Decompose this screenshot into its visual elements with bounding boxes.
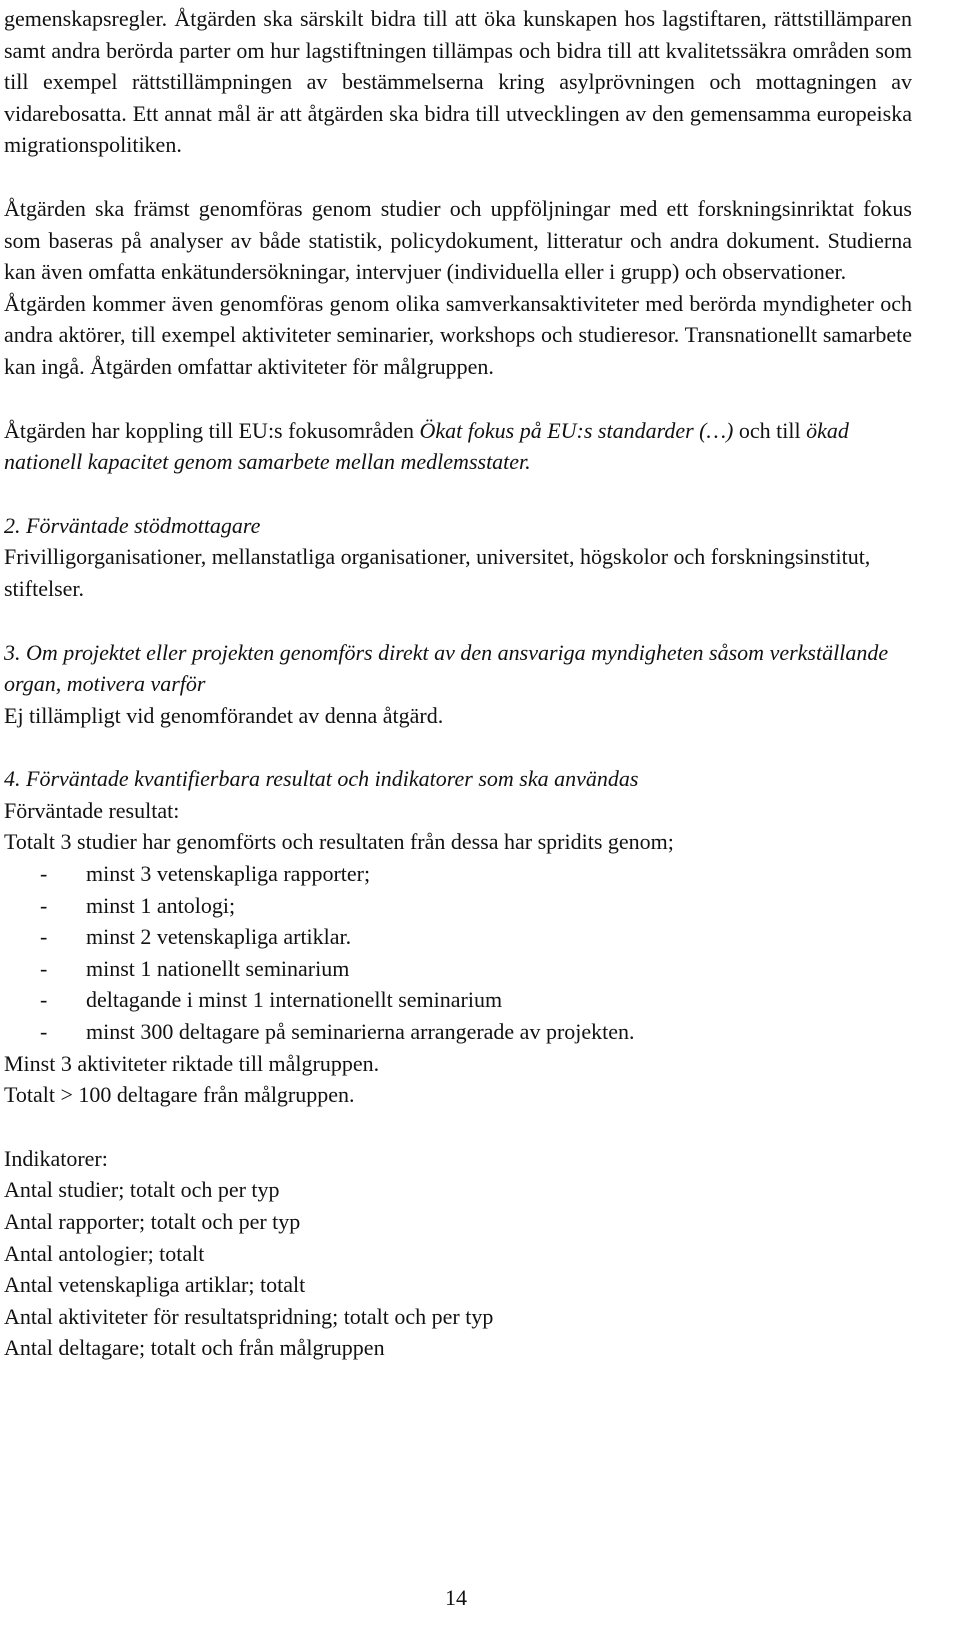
indicator-item: Antal aktiviteter för resultatspridning; totalt och per typ xyxy=(4,1303,494,1329)
section-2-text: Frivilligorganisationer, mellanstatliga organisationer, universitet, högskolor och forskningsinstitut, stiftelser. xyxy=(4,544,871,601)
list-item xyxy=(4,921,912,953)
list-item-text: deltagande i minst 1 internationellt seminarium xyxy=(86,987,503,1013)
list-item xyxy=(4,984,912,1016)
list-item xyxy=(4,1016,912,1048)
section-3-text: Ej tillämpligt vid genomförandet av denna åtgärd. xyxy=(4,702,444,728)
results-list xyxy=(4,858,912,1048)
eu-focus-area-1: Ökat fokus på EU:s standarder (…) xyxy=(419,417,734,443)
dash-marker: - xyxy=(40,955,48,981)
indicators-label: Indikatorer: xyxy=(4,1145,108,1171)
section-4-heading: 4. Förväntade kvantifierbara resultat och indikatorer som ska användas xyxy=(4,766,639,792)
results-participants: Totalt > 100 deltagare från målgruppen. xyxy=(4,1082,355,1108)
document-page xyxy=(4,3,912,1364)
section-3-heading: 3. Om projektet eller projekten genomförs direkt av den ansvariga myndigheten såsom verkställande organ, motivera varför xyxy=(4,639,889,697)
dash-marker: - xyxy=(40,861,48,887)
results-intro: Totalt 3 studier har genomförts och resultaten från dessa har spridits genom; xyxy=(4,829,674,855)
indicator-item: Antal antologier; totalt xyxy=(4,1240,205,1266)
indicator-item: Antal rapporter; totalt och per typ xyxy=(4,1209,301,1234)
list-item xyxy=(4,890,912,922)
eu-focus-area-2: ökad nationell kapacitet genom samarbete mellan medlemsstater. xyxy=(4,417,849,475)
section-2-heading: 2. Förväntade stödmottagare xyxy=(4,512,261,538)
paragraph-cooperation: Åtgärden kommer även genomföras genom olika samverkansaktiviteter med berörda myndigheter och andra aktörer, till exempel aktiviteter seminarier, workshops och studieresor. Transnationellt samarbete kan ingå. Åtgärden omfattar aktiviteter för målgruppen. xyxy=(4,290,912,379)
list-item-text: minst 1 nationellt seminarium xyxy=(86,955,350,981)
results-label: Förväntade resultat: xyxy=(4,797,180,823)
eu-focus-middle: och till xyxy=(733,417,807,443)
indicator-item: Antal vetenskapliga artiklar; totalt xyxy=(4,1272,306,1298)
list-item xyxy=(4,858,912,890)
list-item-text: minst 3 vetenskapliga rapporter; xyxy=(86,861,371,887)
indicator-item: Antal studier; totalt och per typ xyxy=(4,1177,280,1203)
dash-marker: - xyxy=(40,1019,48,1045)
results-activities: Minst 3 aktiviteter riktade till målgruppen. xyxy=(4,1050,380,1076)
list-item-text: minst 2 vetenskapliga artiklar. xyxy=(86,924,352,950)
indicator-item: Antal deltagare; totalt och från målgruppen xyxy=(4,1335,385,1361)
paragraph-purpose: gemenskapsregler. Åtgärden ska särskilt bidra till att öka kunskapen hos lagstiftaren, rättstillämparen samt andra berörda parter om hur lagstiftningen tillämpas och bidra till att kvalitetssäkra områden som till exempel rättstillämpningen av bestämmelserna kring asylprövningen och mottagningen av vidarebosatta. Ett annat mål är att åtgärden ska bidra till utvecklingen av den gemensamma europeiska migrationspolitiken. xyxy=(4,6,912,158)
dash-marker: - xyxy=(40,924,48,950)
eu-focus-prefix: Åtgärden har koppling till EU:s fokusområden xyxy=(4,417,420,443)
list-item-text: minst 300 deltagare på seminarierna arrangerade av projekten. xyxy=(86,1019,635,1045)
page-number: 14 xyxy=(445,1585,467,1610)
paragraph-implementation: Åtgärden ska främst genomföras genom studier och uppföljningar med ett forskningsinriktat fokus som baseras på analyser av både statistik, policydokument, litteratur och andra dokument. Studierna kan även omfatta enkätundersökningar, intervjuer (individuella eller i grupp) och observationer. xyxy=(4,195,912,285)
dash-marker: - xyxy=(40,892,48,918)
paragraph-eu-focus xyxy=(4,415,912,478)
dash-marker: - xyxy=(40,987,48,1013)
list-item xyxy=(4,953,912,985)
list-item-text: minst 1 antologi; xyxy=(86,892,236,918)
